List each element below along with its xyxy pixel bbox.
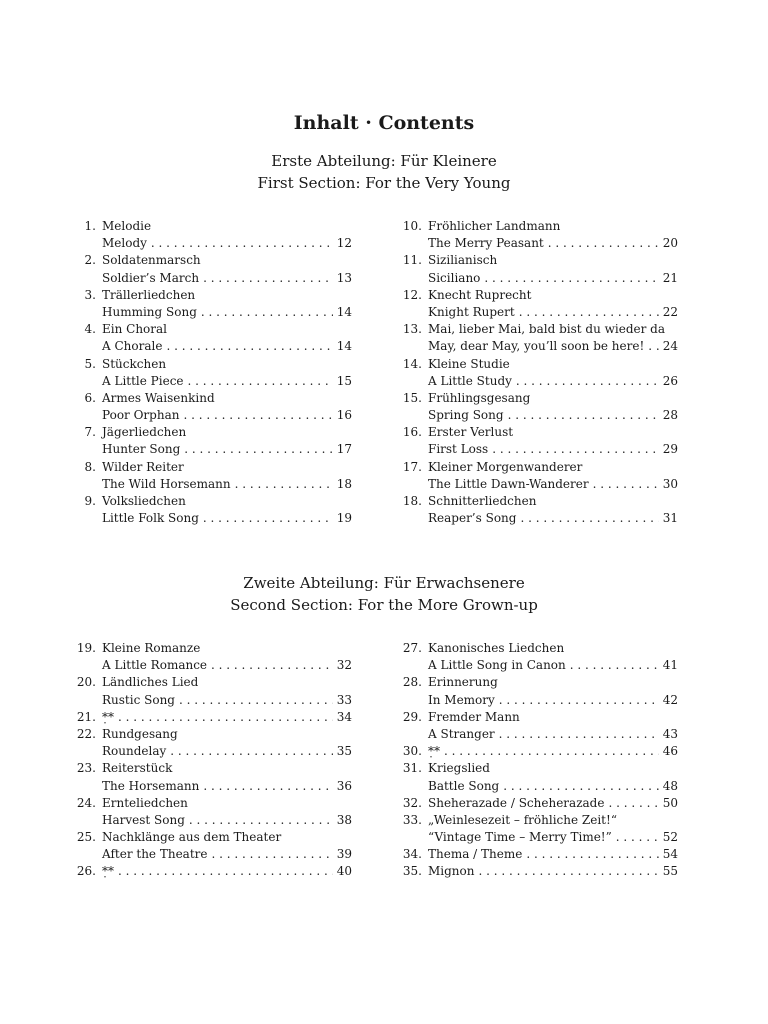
toc-entry [398,424,678,458]
entry-title-english: Humming Song [102,304,197,319]
dot-leader [170,743,332,760]
toc-line [72,424,352,441]
toc-line [398,846,678,863]
entry-title-german: Fröhlicher Landmann [428,219,561,233]
toc-line [72,287,352,304]
page-number: 29 [662,442,678,457]
entry-title-german: Kleiner Morgenwanderer [428,459,583,474]
dot-leader [151,235,333,252]
page-number: 18 [336,476,352,491]
dot-leader [648,338,658,355]
dot-leader [212,846,333,863]
entry-number: 18. [402,494,422,508]
entry-title-german: Kanonisches Liedchen [428,641,565,655]
entry-title-german: Schnitterliedchen [428,494,537,508]
section2-heading-de: Zweite Abteilung: Für Erwachsenere [243,574,525,592]
entry-title-german: Kleine Romanze [102,641,201,655]
dot-leader [118,863,333,880]
toc-entry [72,390,352,424]
toc-line [398,270,678,287]
section1-heading [0,150,768,194]
toc-entry [398,459,678,493]
toc-entry [398,795,678,812]
toc-entry [398,356,678,390]
toc-line [72,640,352,657]
toc-line [398,760,678,777]
toc-line [398,304,678,321]
dot-leader [526,846,658,863]
toc-line [72,407,352,424]
page-number: 16 [336,408,352,423]
toc-entry [398,321,678,355]
entry-number: 5. [84,356,96,371]
toc-line [398,476,678,493]
entry-title-german: Ländliches Lied [102,675,199,690]
toc-entry [72,709,352,726]
page-number: 13 [336,270,352,285]
toc-line [72,356,352,373]
section2-left-column [72,640,352,881]
dot-leader [593,476,659,493]
toc-entry [398,640,678,674]
entry-title-german: Soldatenmarsch [102,253,201,268]
toc-entry [398,252,678,286]
entry-title: Thema / Theme [428,847,523,862]
dot-leader [499,692,659,709]
entry-number: 12. [402,287,422,302]
entry-title-german: Sizilianisch [428,253,498,268]
dot-leader [183,407,332,424]
toc-entry [72,321,352,355]
page-number: 55 [662,864,678,879]
toc-entry [398,743,678,760]
entry-title-german: Volksliedchen [102,494,186,508]
entry-number: 31. [402,761,422,776]
entry-number: 30. [402,744,422,759]
toc-line [398,692,678,709]
toc-line [72,441,352,458]
entry-title-english: “Vintage Time – Merry Time!” [428,830,612,845]
toc-entry [398,709,678,743]
page-number: 14 [336,339,352,354]
entry-number: 15. [402,390,422,405]
entry-title-english: The Horsemann [102,778,200,793]
section1-right-column [398,218,678,527]
dot-leader [188,373,333,390]
dot-leader [166,338,332,355]
toc-line [72,235,352,252]
page-number: 12 [336,236,352,251]
entry-number: 14. [402,356,422,371]
entry-title-german: Ein Choral [102,322,168,337]
entry-title-english: Harvest Song [102,812,185,827]
toc-line [398,252,678,269]
toc-line [72,218,352,235]
page-number: 48 [662,778,678,793]
page-number: 31 [662,511,678,526]
page-number: 35 [336,744,352,759]
toc-line [72,252,352,269]
toc-line [398,674,678,691]
entry-title-english: Roundelay [102,744,167,759]
toc-line [398,356,678,373]
page-number: 38 [336,812,352,827]
section1-heading-en: First Section: For the Very Young [257,174,511,192]
entry-title-german: Reiterstück [102,761,173,776]
toc-line [72,743,352,760]
toc-line [398,459,678,476]
entry-title: *̣* [428,744,440,759]
page-number: 43 [662,726,678,741]
page-number: 41 [662,658,678,673]
page-number: 36 [336,778,352,793]
toc-line [398,657,678,674]
toc-line [398,407,678,424]
page-number: 39 [336,847,352,862]
entry-title-english: Little Folk Song [102,511,199,526]
entry-number: 23. [76,761,96,776]
toc-line [72,812,352,829]
dot-leader [499,726,659,743]
entry-number: 11. [402,253,422,268]
entry-title-german: „Weinlesezeit – fröhliche Zeit!“ [428,812,617,827]
entry-title-english: May, dear May, you’ll soon be here! [428,339,645,354]
entry-number: 21. [76,709,96,724]
dot-leader [508,407,659,424]
entry-title-english: Knight Rupert [428,304,515,319]
dot-leader [570,657,659,674]
entry-title-german: Ernteliedchen [102,795,188,810]
toc-line [398,338,678,355]
toc-entry [72,218,352,252]
toc-line [398,510,678,527]
page-number: 26 [662,373,678,388]
entry-number: 16. [402,425,422,440]
entry-title-english: Melody [102,236,147,251]
entry-title-german: Nachklänge aus dem Theater [102,830,282,845]
entry-title-german: Kleine Studie [428,356,510,371]
entry-number: 1. [84,219,96,233]
toc-entry [398,863,678,880]
entry-title-english: The Little Dawn-Wanderer [428,476,589,491]
toc-line [398,795,678,812]
entry-title-german: Armes Waisenkind [102,390,215,405]
toc-line [72,657,352,674]
toc-line [72,760,352,777]
entry-title-german: Kriegslied [428,761,490,776]
toc-line [72,778,352,795]
toc-line [398,493,678,510]
toc-entry [398,493,678,527]
page-number: 20 [662,236,678,251]
entry-title-english: Rustic Song [102,692,175,707]
dot-leader [444,743,659,760]
entry-number: 6. [84,390,96,405]
toc-line [398,390,678,407]
toc-line [72,304,352,321]
dot-leader [203,510,333,527]
page-number: 28 [662,408,678,423]
page-number: 30 [662,476,678,491]
toc-line [398,812,678,829]
section2-heading-en: Second Section: For the More Grown-up [230,596,538,614]
entry-title: Mignon [428,864,475,879]
toc-entry [72,829,352,863]
toc-line [398,640,678,657]
entry-title-german: Rundgesang [102,726,178,741]
toc-line [398,424,678,441]
toc-entry [72,674,352,708]
toc-line [72,338,352,355]
entry-title-english: Siciliano [428,270,481,285]
toc-entry [72,424,352,458]
entry-title-english: A Little Romance [102,658,208,673]
dot-leader [520,510,658,527]
toc-line [72,390,352,407]
entry-number: 27. [402,641,422,655]
entry-title-english: A Stranger [428,726,495,741]
dot-leader [201,304,333,321]
toc-line [72,493,352,510]
entry-number: 20. [76,675,96,690]
toc-line [398,863,678,880]
toc-line [398,321,678,338]
page-number: 14 [336,304,352,319]
toc-entry [72,459,352,493]
dot-leader [189,812,333,829]
toc-line [398,829,678,846]
entry-number: 9. [84,494,96,508]
dot-leader [235,476,333,493]
entry-number: 2. [84,253,96,268]
toc-line [72,795,352,812]
entry-title-german: Erinnerung [428,675,498,690]
toc-line [398,235,678,252]
toc-entry [72,287,352,321]
entry-number: 24. [76,795,96,810]
dot-leader [203,778,332,795]
page-number: 15 [336,373,352,388]
entry-number: 33. [402,812,422,827]
page-number: 32 [336,658,352,673]
entry-title-german: Stückchen [102,356,167,371]
page-number: 42 [662,692,678,707]
entry-number: 13. [402,322,422,337]
dot-leader [179,692,333,709]
page-number: 34 [336,709,352,724]
toc-line [72,726,352,743]
toc-entry [72,760,352,794]
toc-line [72,674,352,691]
toc-line [398,726,678,743]
page-number: 21 [662,270,678,285]
toc-entry [398,812,678,846]
entry-title-english: A Little Piece [102,373,184,388]
entry-title-english: Soldier’s March [102,270,200,285]
section2-heading [0,572,768,616]
entry-title-german: Erster Verlust [428,425,514,440]
toc-line [398,778,678,795]
entry-number: 3. [84,287,96,302]
entry-title-german: Melodie [102,219,152,233]
entry-title: *̣* [102,709,114,724]
page-number: 19 [336,511,352,526]
toc-entry [72,863,352,880]
entry-number: 17. [402,459,422,474]
page-number: 24 [662,339,678,354]
entry-number: 8. [84,459,96,474]
entry-number: 19. [76,641,96,655]
entry-number: 34. [402,847,422,862]
toc-line [72,692,352,709]
toc-entry [72,493,352,527]
dot-leader [203,270,333,287]
toc-line [398,709,678,726]
entry-title-english: Poor Orphan [102,408,180,423]
toc-line [398,218,678,235]
dot-leader [484,270,658,287]
section1-heading-de: Erste Abteilung: Für Kleinere [271,152,497,170]
page-number: 46 [662,744,678,759]
toc-entry [72,356,352,390]
toc-line [72,373,352,390]
entry-title-german: Knecht Ruprecht [428,287,532,302]
entry-title-german: Frühlingsgesang [428,390,531,405]
entry-title-english: Hunter Song [102,442,181,457]
entry-title-english: A Chorale [102,339,163,354]
dot-leader [608,795,658,812]
dot-leader [516,373,659,390]
entry-title-german: Trällerliedchen [102,287,196,302]
page-number: 52 [662,830,678,845]
page-number: 33 [336,692,352,707]
dot-leader [184,441,332,458]
toc-line [72,863,352,880]
toc-entry [398,760,678,794]
entry-title-german: Wilder Reiter [102,459,184,474]
toc-entry [72,795,352,829]
entry-number: 28. [402,675,422,690]
dot-leader [503,778,658,795]
entry-number: 10. [402,219,422,233]
entry-title-english: A Little Study [428,373,512,388]
toc-line [72,476,352,493]
entry-title-english: Battle Song [428,778,500,793]
entry-title-english: Reaper’s Song [428,511,517,526]
entry-title-english: A Little Song in Canon [428,658,566,673]
entry-title-english: In Memory [428,692,495,707]
page-number: 40 [336,864,352,879]
dot-leader [211,657,333,674]
toc-entry [72,726,352,760]
entry-title-german: Mai, lieber Mai, bald bist du wieder da [428,322,666,337]
entry-number: 4. [84,322,96,337]
dot-leader [479,863,659,880]
toc-line [72,270,352,287]
toc-line [72,709,352,726]
entry-title-english: First Loss [428,442,489,457]
toc-line [398,373,678,390]
entry-number: 7. [84,425,96,440]
toc-entry [72,252,352,286]
entry-number: 29. [402,709,422,724]
toc-entry [398,218,678,252]
toc-entry [72,640,352,674]
toc-line [72,846,352,863]
toc-line [72,321,352,338]
page-number: 17 [336,442,352,457]
entry-title: *̣* [102,864,114,879]
toc-line [398,743,678,760]
toc-line [398,441,678,458]
page-title: Inhalt · Contents [293,112,475,134]
entry-title-german: Fremder Mann [428,709,520,724]
entry-title-german: Jägerliedchen [102,425,187,440]
entry-title: Sheherazade / Scheherazade [428,795,605,810]
toc-entry [398,846,678,863]
entry-title-english: Spring Song [428,408,504,423]
entry-title-english: After the Theatre [102,847,208,862]
dot-leader [616,829,659,846]
entry-title-english: The Wild Horsemann [102,476,231,491]
dot-leader [492,441,659,458]
dot-leader [118,709,333,726]
section2-right-column [398,640,678,881]
dot-leader [519,304,659,321]
toc-entry [398,674,678,708]
entry-number: 25. [76,830,96,845]
entry-number: 35. [402,864,422,879]
toc-line [72,829,352,846]
entry-number: 22. [76,726,96,741]
page-number: 22 [662,304,678,319]
toc-line [398,287,678,304]
section1-left-column [72,218,352,527]
toc-line [72,510,352,527]
page-number: 50 [662,795,678,810]
entry-number: 32. [402,795,422,810]
entry-number: 26. [76,864,96,879]
toc-line [72,459,352,476]
page-number: 54 [662,847,678,862]
toc-entry [398,390,678,424]
dot-leader [548,235,659,252]
entry-title-english: The Merry Peasant [428,236,544,251]
toc-entry [398,287,678,321]
